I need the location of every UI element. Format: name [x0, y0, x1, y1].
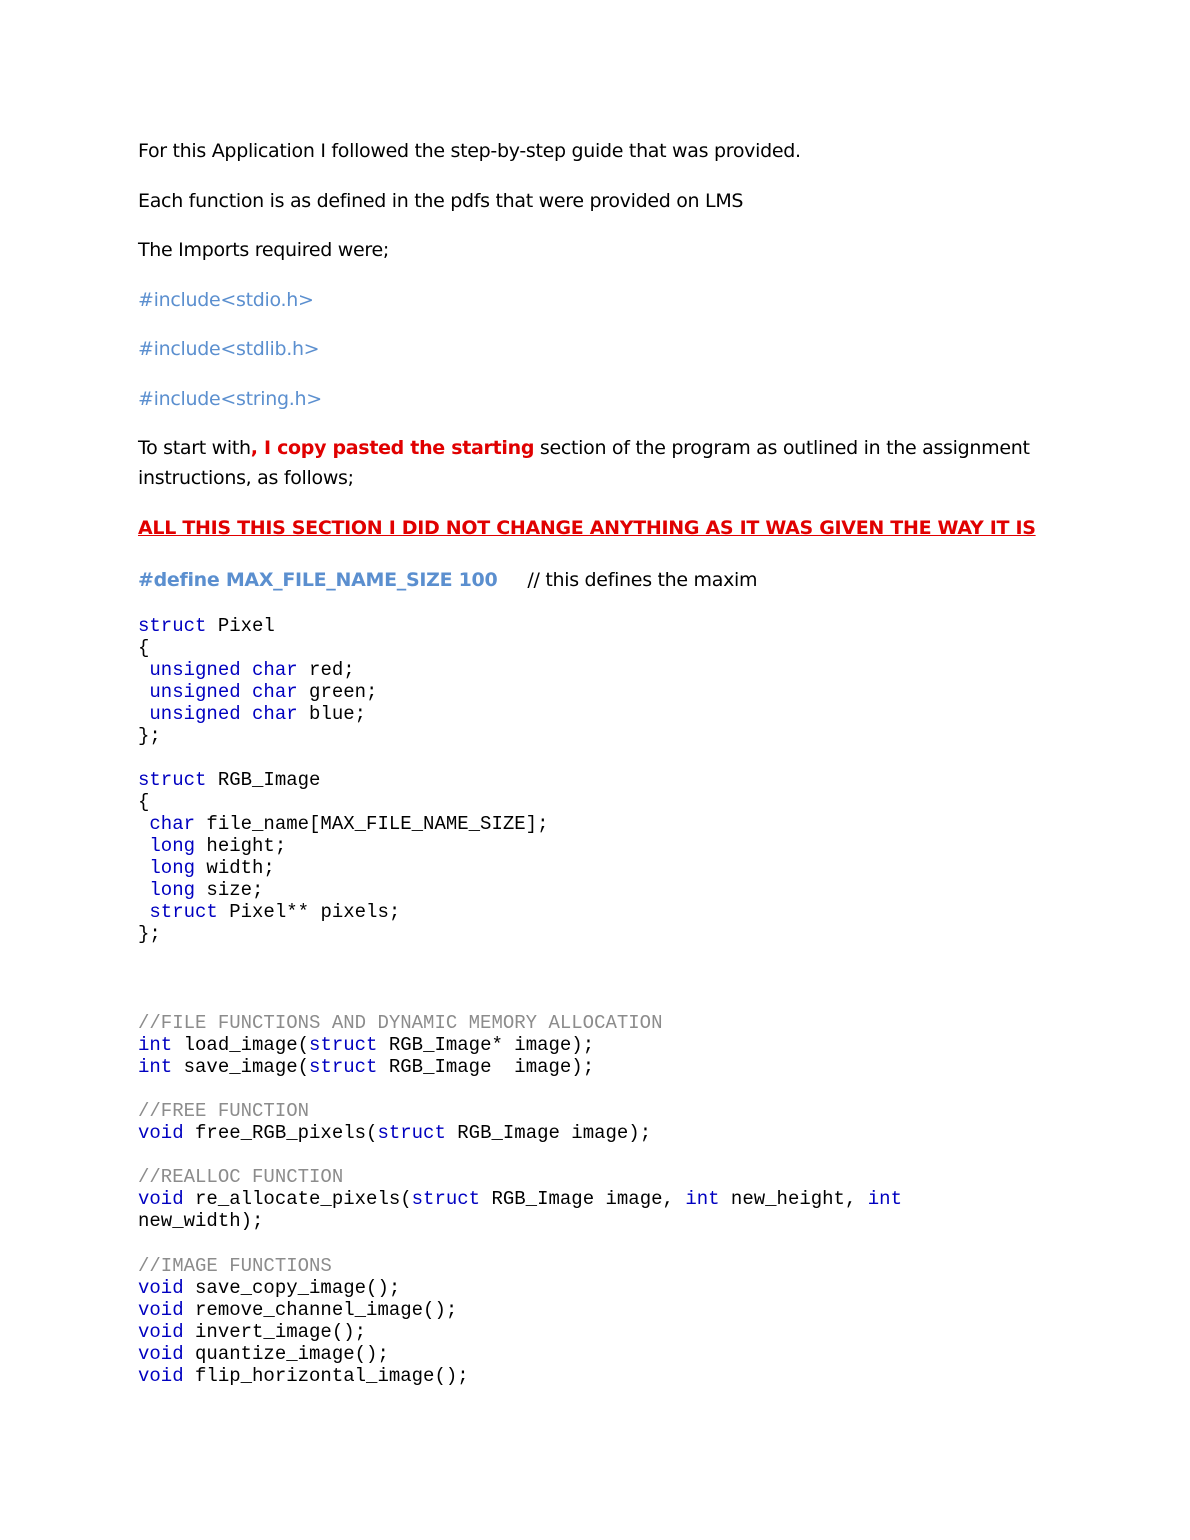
code-line: [138, 1210, 263, 1232]
code-text: [138, 879, 149, 901]
code-text: new_width);: [138, 1210, 264, 1232]
code-line: [138, 769, 320, 791]
code-realloc-function: [138, 1166, 902, 1232]
code-comment: //REALLOC FUNCTION: [138, 1166, 344, 1188]
code-text: RGB_Image* image);: [377, 1034, 595, 1056]
code-keyword: long: [149, 879, 196, 901]
code-keyword: struct: [377, 1122, 446, 1144]
define-line: [138, 565, 757, 595]
code-text: [138, 857, 149, 879]
code-text: re_allocate_pixels(: [183, 1188, 412, 1210]
code-line: [138, 857, 275, 879]
intro-paragraph-1: For this Application I followed the step-by-step guide that was provided.: [138, 140, 801, 162]
start-text-before: To start with: [138, 437, 251, 459]
code-keyword: struct: [138, 615, 207, 637]
include-stdio: #include<stdio.h>: [138, 289, 314, 311]
code-keyword: int: [138, 1056, 173, 1078]
define-comment: // this defines the maxim: [527, 569, 758, 591]
code-text: {: [138, 791, 150, 813]
code-keyword: int: [138, 1034, 173, 1056]
code-comment: //FREE FUNCTION: [138, 1100, 310, 1122]
code-keyword: struct: [309, 1034, 378, 1056]
code-text: };: [138, 725, 161, 747]
code-text: file_name[MAX_FILE_NAME_SIZE];: [195, 813, 549, 835]
code-free-function: [138, 1100, 651, 1144]
code-keyword: unsigned char: [149, 703, 298, 725]
code-line: [138, 1188, 902, 1210]
code-text: free_RGB_pixels(: [183, 1122, 378, 1144]
code-line: [138, 879, 263, 901]
start-paragraph: [138, 433, 1030, 463]
code-pixel-struct: [138, 615, 377, 747]
code-text: size;: [195, 879, 264, 901]
code-text: RGB_Image image,: [480, 1188, 686, 1210]
code-text: remove_channel_image();: [183, 1299, 458, 1321]
code-text: [138, 703, 149, 725]
code-keyword: void: [138, 1122, 184, 1144]
code-keyword: unsigned char: [149, 659, 298, 681]
code-text: red;: [297, 659, 355, 681]
code-rgb-image-struct: [138, 769, 548, 945]
code-comment: //IMAGE FUNCTIONS: [138, 1255, 332, 1277]
code-text: save_copy_image();: [183, 1277, 401, 1299]
code-line: [138, 1122, 651, 1144]
code-keyword: int: [685, 1188, 720, 1210]
code-keyword: struct: [309, 1056, 378, 1078]
include-stdlib: #include<stdlib.h>: [138, 338, 320, 360]
code-line: [138, 637, 149, 659]
code-text: width;: [195, 857, 275, 879]
code-keyword: struct: [411, 1188, 481, 1210]
code-text: [138, 659, 149, 681]
define-directive: #define MAX_FILE_NAME_SIZE 100: [138, 569, 498, 591]
start-paragraph-line2: instructions, as follows;: [138, 467, 354, 489]
code-text: [138, 813, 149, 835]
code-text: RGB_Image image);: [445, 1122, 652, 1144]
code-text: load_image(: [172, 1034, 310, 1056]
code-keyword: unsigned char: [149, 681, 298, 703]
code-text: flip_horizontal_image();: [183, 1365, 469, 1387]
code-text: save_image(: [172, 1056, 310, 1078]
code-text: height;: [195, 835, 287, 857]
code-line: [138, 1365, 469, 1387]
code-text: quantize_image();: [183, 1343, 389, 1365]
code-text: Pixel: [206, 615, 275, 637]
code-line: [138, 923, 161, 945]
code-line: [138, 901, 400, 923]
code-line: [138, 1343, 389, 1365]
code-keyword: int: [867, 1188, 902, 1210]
code-line: [138, 703, 366, 725]
code-keyword: struct: [149, 901, 218, 923]
code-line: [138, 659, 355, 681]
code-image-functions: [138, 1255, 469, 1387]
include-string: #include<string.h>: [138, 388, 322, 410]
code-comment: //FILE FUNCTIONS AND DYNAMIC MEMORY ALLOCATION: [138, 1012, 663, 1034]
code-keyword: void: [138, 1188, 184, 1210]
code-text: RGB_Image: [206, 769, 321, 791]
code-line: [138, 615, 275, 637]
code-text: [138, 835, 149, 857]
code-line: [138, 725, 161, 747]
code-line: [138, 1321, 366, 1343]
code-text: {: [138, 637, 150, 659]
code-keyword: void: [138, 1299, 184, 1321]
code-text: [138, 681, 149, 703]
code-line: [138, 1056, 594, 1078]
code-line: [138, 1255, 332, 1277]
intro-paragraph-2: Each function is as defined in the pdfs that were provided on LMS: [138, 190, 744, 212]
code-file-functions: [138, 1012, 663, 1078]
code-text: invert_image();: [183, 1321, 367, 1343]
code-text: [138, 901, 149, 923]
start-text-after: section of the program as outlined in the assignment: [534, 437, 1030, 459]
code-line: [138, 1034, 594, 1056]
code-line: [138, 1299, 457, 1321]
intro-paragraph-3: The Imports required were;: [138, 239, 389, 261]
code-keyword: void: [138, 1365, 184, 1387]
code-text: blue;: [297, 703, 367, 725]
code-line: [138, 1012, 663, 1034]
code-text: RGB_Image image);: [377, 1056, 595, 1078]
code-text: Pixel** pixels;: [217, 901, 401, 923]
code-keyword: long: [149, 835, 196, 857]
code-line: [138, 813, 548, 835]
code-text: new_height,: [719, 1188, 868, 1210]
code-keyword: void: [138, 1321, 184, 1343]
code-line: [138, 1277, 400, 1299]
warning-heading: ALL THIS THIS SECTION I DID NOT CHANGE ANYTHING AS IT WAS GIVEN THE WAY IT IS: [138, 517, 1036, 539]
code-line: [138, 1100, 309, 1122]
code-keyword: struct: [138, 769, 207, 791]
code-text: green;: [297, 681, 378, 703]
start-highlight: , I copy pasted the starting: [250, 437, 535, 459]
code-line: [138, 791, 149, 813]
code-text: };: [138, 923, 161, 945]
code-line: [138, 1166, 343, 1188]
code-line: [138, 681, 377, 703]
code-keyword: void: [138, 1343, 184, 1365]
code-line: [138, 835, 286, 857]
code-keyword: void: [138, 1277, 184, 1299]
code-keyword: char: [149, 813, 196, 835]
code-keyword: long: [149, 857, 196, 879]
